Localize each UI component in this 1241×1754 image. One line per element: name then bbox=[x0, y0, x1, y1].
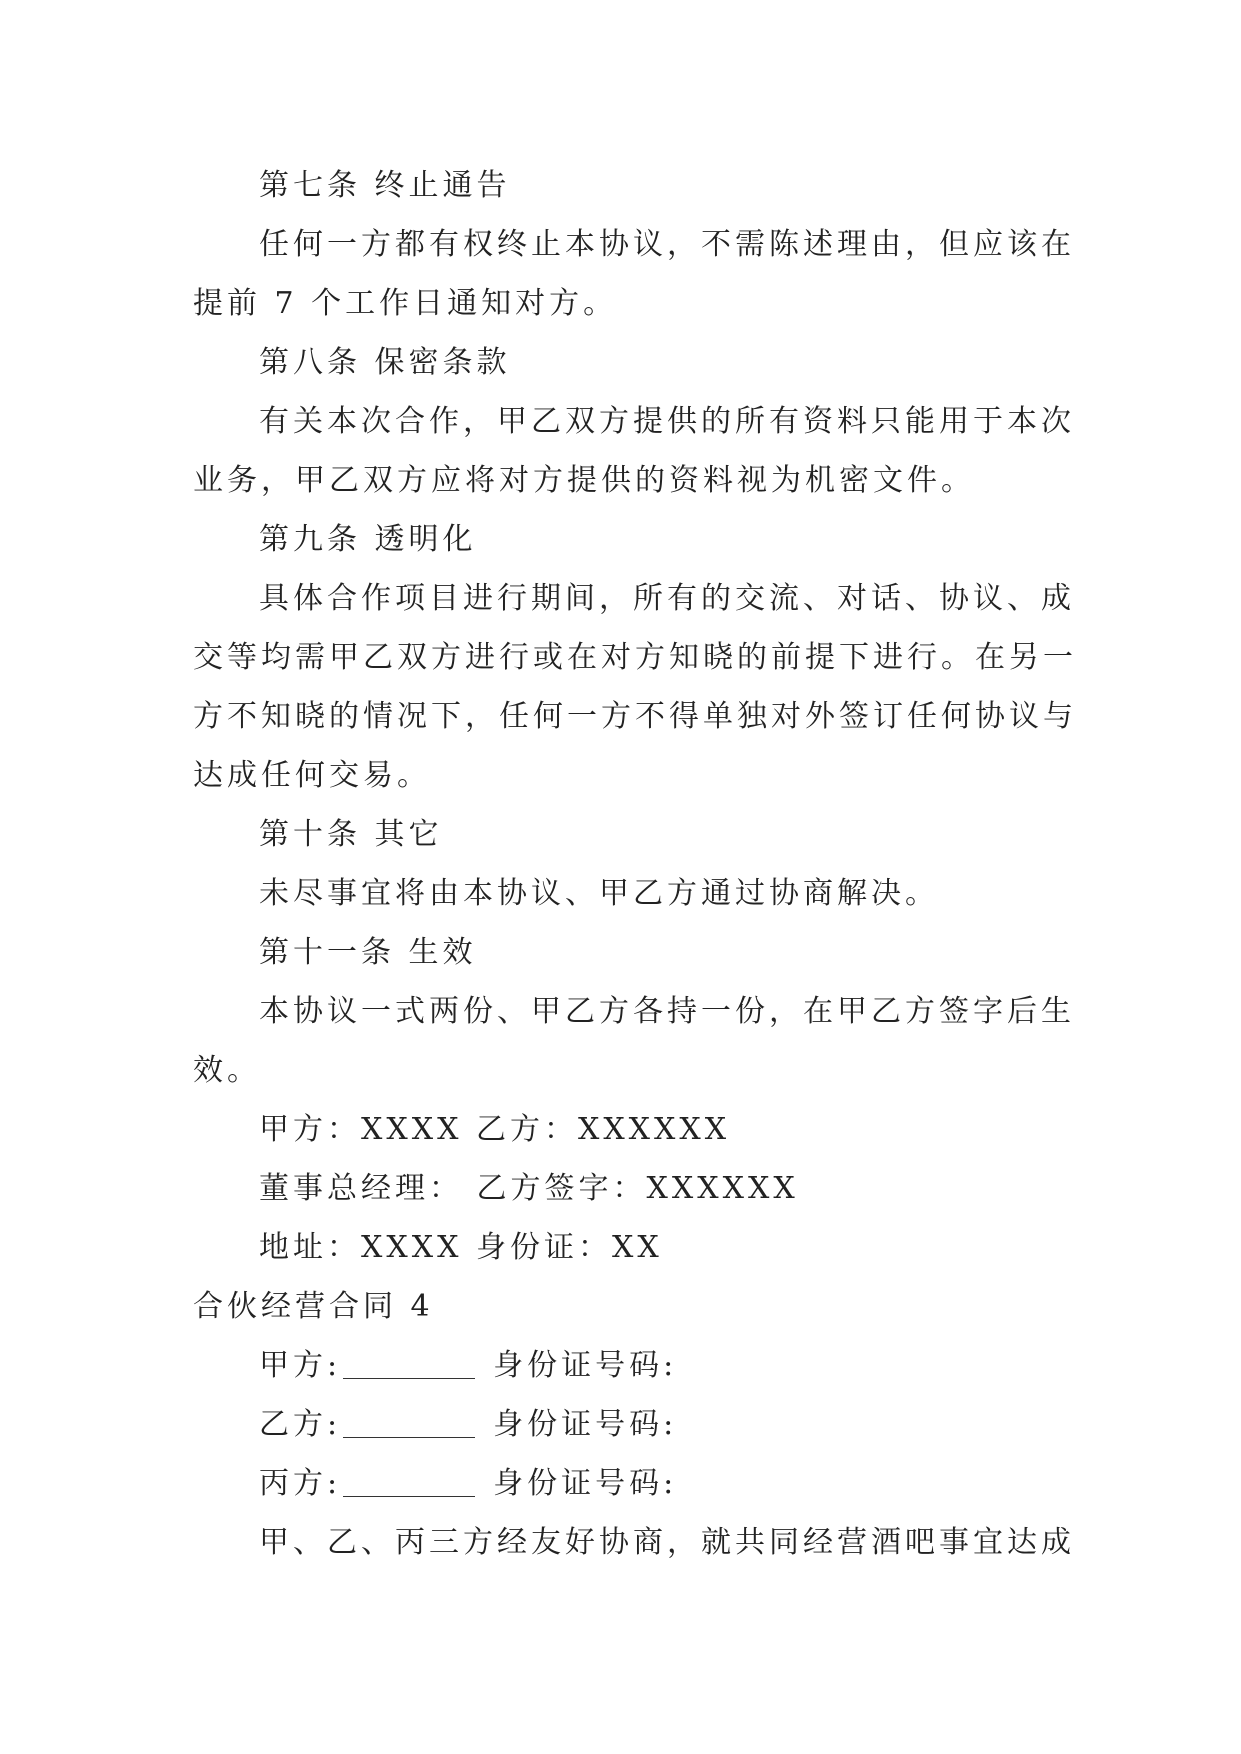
article-8-body-line: 业务，甲乙双方应将对方提供的资料视为机密文件。 bbox=[193, 463, 975, 498]
article-11-body-line: 效。 bbox=[193, 1053, 261, 1088]
party-a-row bbox=[193, 1336, 1059, 1395]
party-b-id-label: 身份证号码: bbox=[493, 1407, 678, 1442]
article-10-heading: 第十条 其它 bbox=[259, 817, 443, 852]
article-11-heading: 第十一条 生效 bbox=[259, 935, 477, 970]
article-9-heading: 第九条 透明化 bbox=[259, 522, 477, 557]
article-7-heading: 第七条 终止通告 bbox=[259, 168, 511, 203]
article-11-body-line: 本协议一式两份、甲乙方各持一份，在甲乙方签字后生 bbox=[259, 994, 1075, 1029]
article-8-heading: 第八条 保密条款 bbox=[259, 345, 511, 380]
party-c-name-blank bbox=[343, 1464, 475, 1497]
signature-line-address: 地址：XXXX 身份证：XX bbox=[259, 1230, 663, 1265]
party-a-label: 甲方: bbox=[259, 1348, 342, 1383]
party-c-label: 丙方: bbox=[259, 1466, 342, 1501]
party-a-name-blank bbox=[343, 1346, 475, 1379]
contract-4-intro: 甲、乙、丙三方经友好协商，就共同经营酒吧事宜达成 bbox=[259, 1525, 1075, 1560]
party-c-id-label: 身份证号码: bbox=[493, 1466, 678, 1501]
article-10-body-line: 未尽事宜将由本协议、甲乙方通过协商解决。 bbox=[259, 876, 939, 911]
party-c-row bbox=[193, 1454, 1059, 1513]
signature-line-party-names: 甲方：XXXX 乙方：XXXXXX bbox=[259, 1112, 731, 1147]
article-8-body-line: 有关本次合作，甲乙双方提供的所有资料只能用于本次 bbox=[259, 404, 1075, 439]
document-content bbox=[193, 156, 1077, 1572]
article-9-body-line: 方不知晓的情况下，任何一方不得单独对外签订任何协议与 bbox=[193, 699, 1077, 734]
article-9-body-line: 交等均需甲乙双方进行或在对方知晓的前提下进行。在另一 bbox=[193, 640, 1077, 675]
signature-line-manager: 董事总经理： 乙方签字：XXXXXX bbox=[259, 1171, 799, 1206]
article-9-body-line: 具体合作项目进行期间，所有的交流、对话、协议、成 bbox=[259, 581, 1075, 616]
article-9-body-line: 达成任何交易。 bbox=[193, 758, 431, 793]
article-7-body-line: 任何一方都有权终止本协议，不需陈述理由，但应该在 bbox=[259, 227, 1075, 262]
party-b-row bbox=[193, 1395, 1059, 1454]
contract-4-title: 合伙经营合同 4 bbox=[193, 1289, 434, 1324]
party-b-label: 乙方: bbox=[259, 1407, 342, 1442]
article-7-body-line: 提前 7 个工作日通知对方。 bbox=[193, 286, 618, 321]
party-b-name-blank bbox=[343, 1405, 475, 1438]
party-a-id-label: 身份证号码: bbox=[493, 1348, 678, 1383]
